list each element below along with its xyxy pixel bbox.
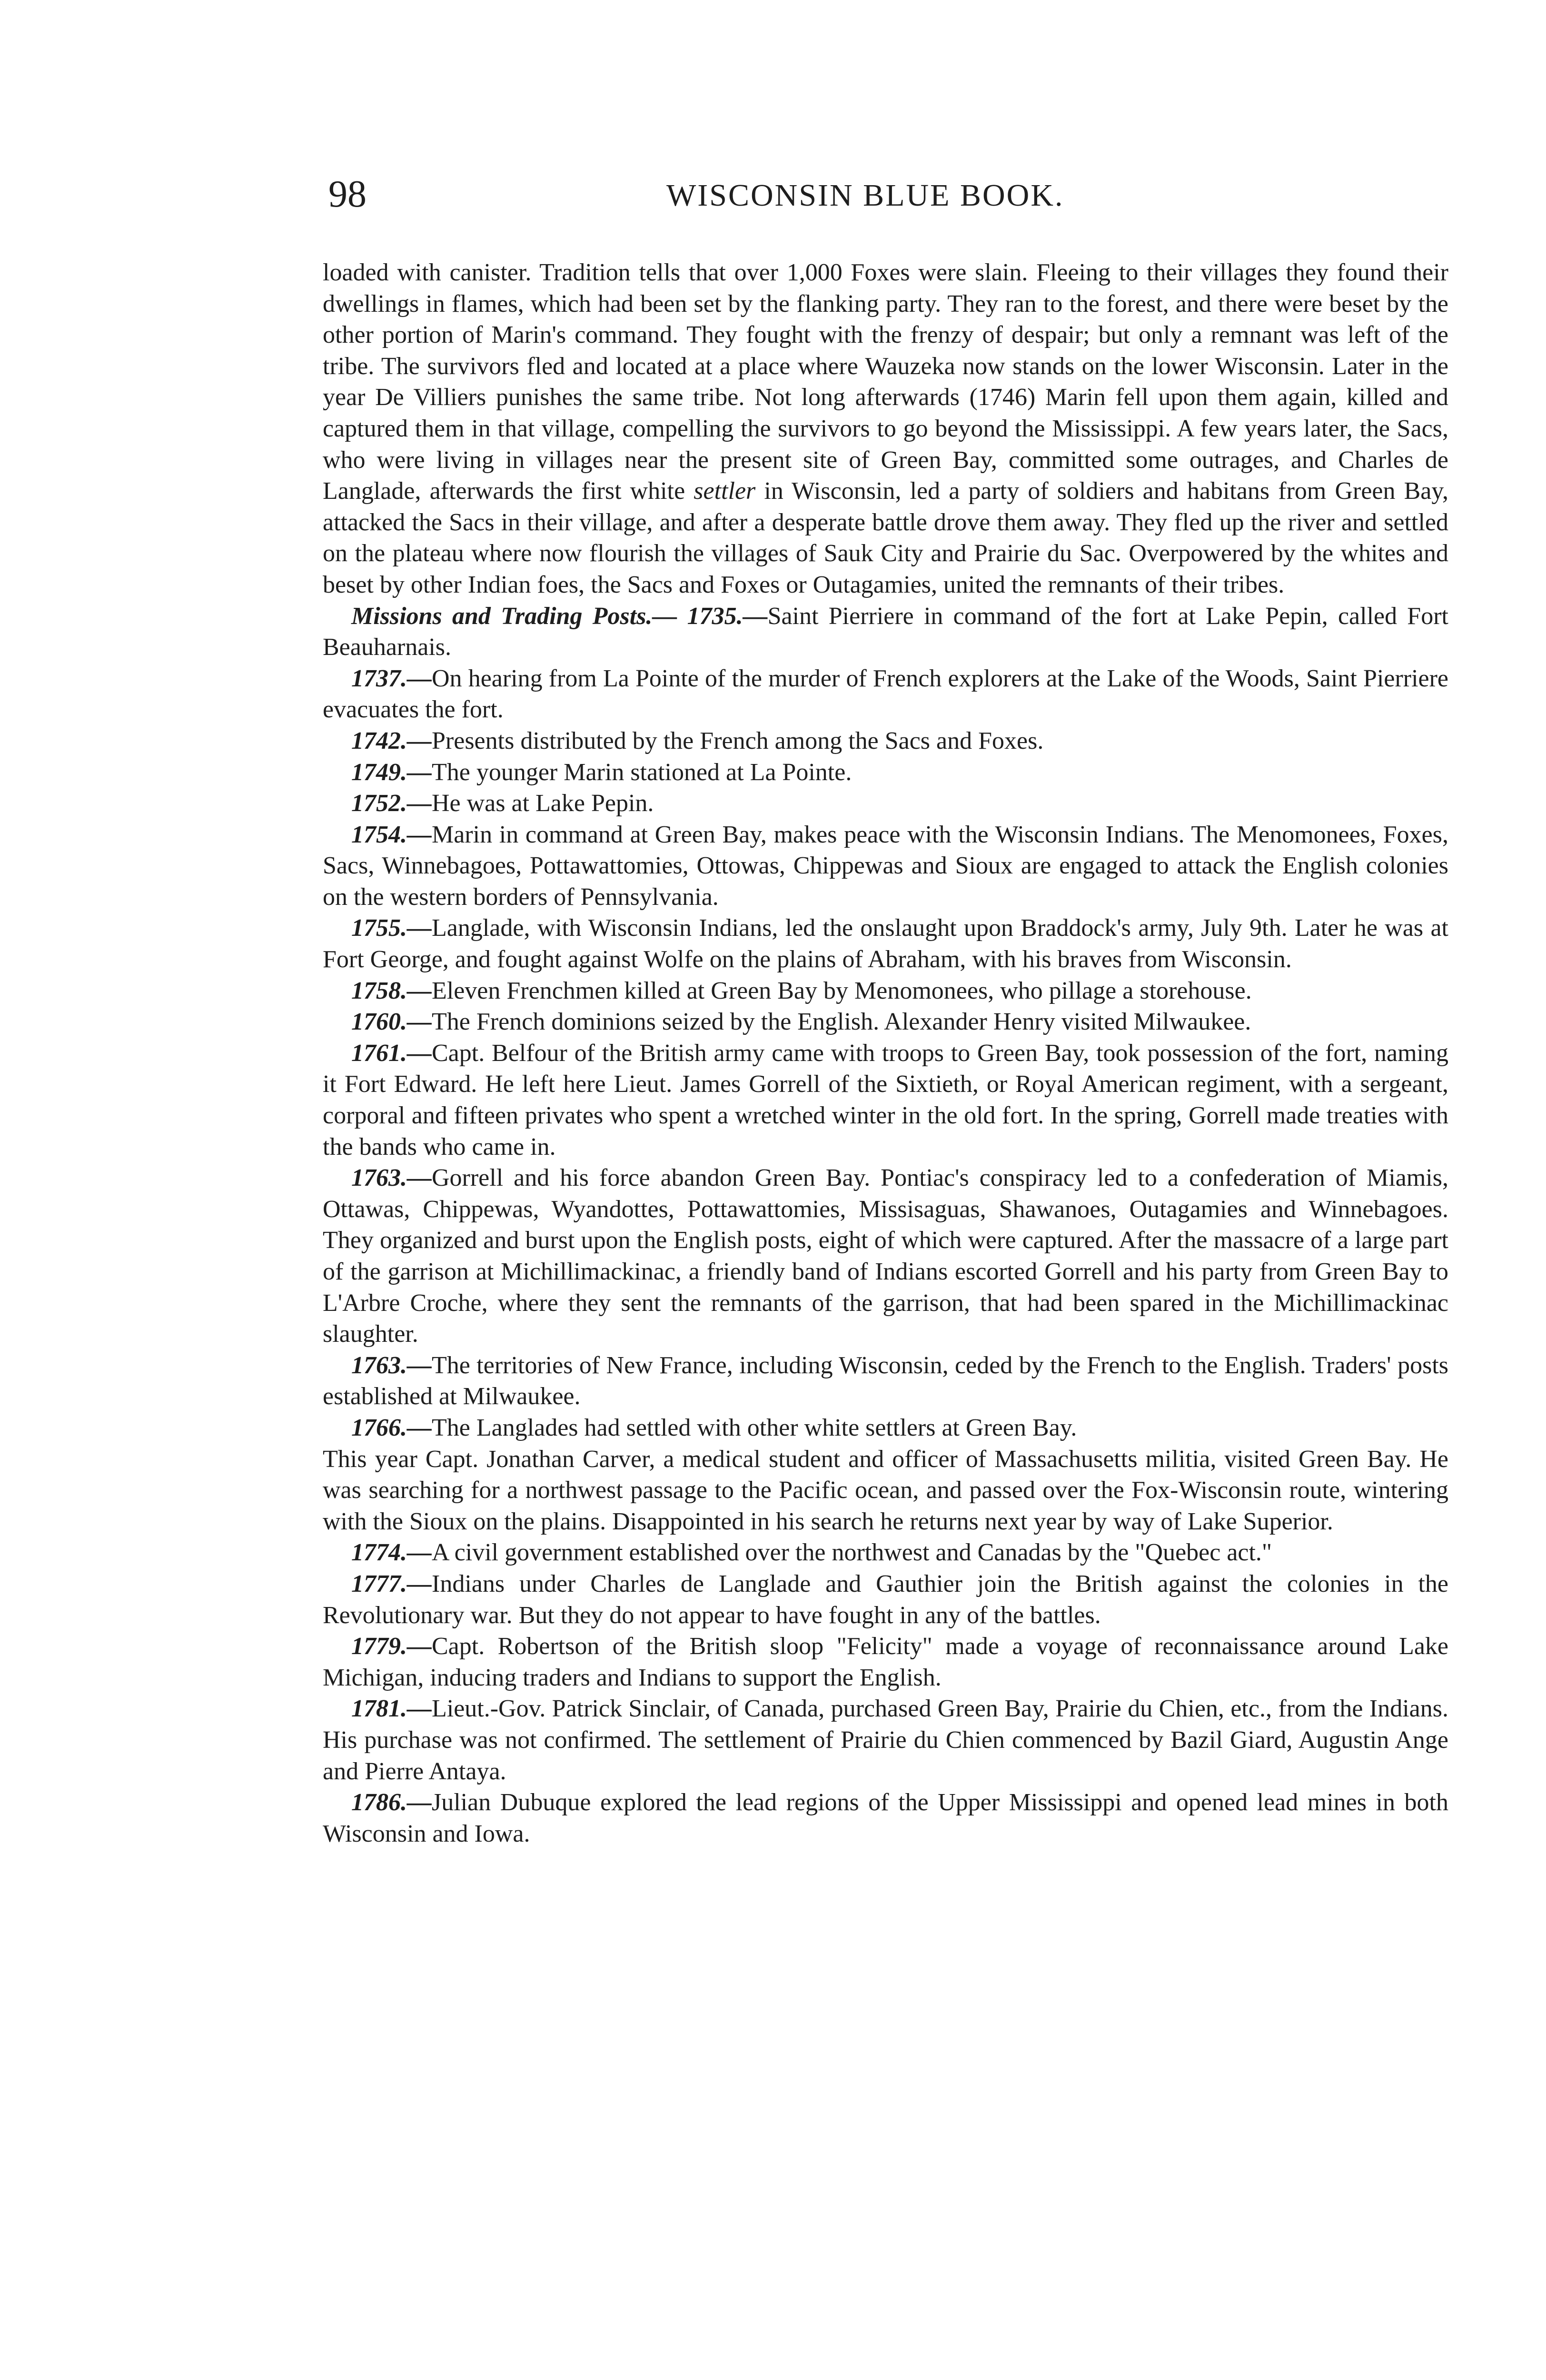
- entry-text: Capt. Robertson of the British sloop "Felicity" made a voyage of reconnaissance around Lake Michigan, inducing traders and Indians to support the English.: [323, 1633, 1448, 1691]
- page-number: 98: [328, 173, 367, 215]
- entry-date: 1749.—: [351, 758, 432, 786]
- entry-date: 1763.—: [351, 1164, 432, 1192]
- entry-date: 1752.—: [351, 790, 432, 817]
- entry-date: 1760.—: [351, 1008, 432, 1036]
- chronology-entry: [323, 912, 1448, 975]
- entry-date: 1763.—: [351, 1351, 432, 1379]
- chronology-entry: [323, 1693, 1448, 1787]
- body-text: [323, 257, 1448, 1849]
- entry-date: 1777.—: [351, 1570, 432, 1597]
- entry-date: 1766.—: [351, 1414, 432, 1441]
- chronology-entry: [323, 601, 1448, 663]
- chronology-entry: [323, 757, 1448, 788]
- entry-text: Gorrell and his force abandon Green Bay. Pontiac's conspiracy led to a confederation of Miamis, Ottawas, Chippewas, Wyandottes, Pottawattomies, Missisaguas, Shawanoes, Outagamies and Winnebagoes. They organized and burst upon the English posts, eight of which were captured. After the massacre of a large part of the garrison at Michillimackinac, a friendly band of Indians escorted Gorrell and his party from Green Bay to L'Arbre Croche, where they sent the remnants of the garrison, that had been spared in the Michillimackinac slaughter.: [323, 1164, 1448, 1348]
- entry-text: The French dominions seized by the English. Alexander Henry visited Milwaukee.: [432, 1008, 1251, 1036]
- entry-date: 1737.—: [351, 664, 432, 692]
- entry-text: The territories of New France, including Wisconsin, ceded by the French to the English. Traders' posts established at Milwaukee.: [323, 1351, 1448, 1410]
- entry-text: Julian Dubuque explored the lead regions of the Upper Mississippi and opened lead mines in both Wisconsin and Iowa.: [323, 1789, 1448, 1847]
- entry-text: He was at Lake Pepin.: [432, 790, 654, 817]
- entry-date: 1761.—: [351, 1039, 432, 1067]
- entry-text: On hearing from La Pointe of the murder of French explorers at the Lake of the Woods, Saint Pierriere evacuates the fort.: [323, 664, 1448, 724]
- entry-text: Eleven Frenchmen killed at Green Bay by Menomonees, who pillage a storehouse.: [432, 977, 1252, 1004]
- chronology-entry: [323, 1787, 1448, 1849]
- entry-text: The Langlades had settled with other white settlers at Green Bay.: [432, 1414, 1077, 1441]
- running-head: WISCONSIN BLUE BOOK.: [666, 178, 1064, 213]
- intro-emphasis: settler: [694, 477, 756, 505]
- entry-date: 1774.—: [351, 1539, 432, 1567]
- entry-date: Missions and Trading Posts.— 1735.—: [351, 602, 768, 630]
- entry-text: Indians under Charles de Langlade and Gauthier join the British against the colonies in the Revolutionary war. But they do not appear to have fought in any of the battles.: [323, 1570, 1448, 1629]
- chronology-entry: [323, 1162, 1448, 1350]
- intro-text: in Wisconsin, led a party of soldiers and habitans from Green Bay, attacked the Sacs in their village, and after a desperate battle drove them away. They fled up the river and settled on the plateau where now flourish the villages of Sauk City and Prairie du Sac. Overpowered by the whites and beset by other Indian foes, the Sacs and Foxes or Outagamies, united the remnants of their tribes.: [323, 477, 1448, 598]
- chronology-entry: [323, 819, 1448, 913]
- intro-text: loaded with canister. Tradition tells that over 1,000 Foxes were slain. Fleeing to their villages they found their dwellings in flames, which had been set by the flanking party. They ran to the forest, and there were beset by the other portion of Marin's command. They fought with the frenzy of despair; but only a remnant was left of the tribe. The survivors fled and located at a place where Wauzeka now stands on the lower Wisconsin. Later in the year De Villiers punishes the same tribe. Not long afterwards (1746) Marin fell upon them again, killed and captured them in that village, compelling the survivors to go beyond the Mississippi. A few years later, the Sacs, who were living in villages near the present site of Green Bay, committed some outrages, and Charles de Langlade, afterwards the first white: [323, 259, 1448, 505]
- entry-text: Presents distributed by the French among the Sacs and Foxes.: [432, 727, 1044, 754]
- entry-text: The younger Marin stationed at La Pointe.: [432, 758, 852, 786]
- chronology-entry: [323, 975, 1448, 1007]
- entry-text: This year Capt. Jonathan Carver, a medical student and officer of Massachusetts militia, visited Green Bay. He was searching for a northwest passage to the Pacific ocean, and passed over the Fox-Wisconsin route, wintering with the Sioux on the plains. Disappointed in his search he returns next year by way of Lake Superior.: [323, 1445, 1448, 1535]
- chronology-entry: [323, 1038, 1448, 1162]
- entry-text: Marin in command at Green Bay, makes peace with the Wisconsin Indians. The Menomonees, Foxes, Sacs, Winnebagoes, Pottawattomies, Ottowas, Chippewas and Sioux are engaged to attack the English colonies on the western borders of Pennsylvania.: [323, 821, 1448, 911]
- entry-date: 1781.—: [351, 1695, 432, 1723]
- chronology-entry: [323, 788, 1448, 819]
- entry-text: A civil government established over the northwest and Canadas by the "Quebec act.": [432, 1539, 1272, 1567]
- entry-date: 1779.—: [351, 1633, 432, 1660]
- chronology-entry: [323, 1537, 1448, 1568]
- entry-date: 1742.—: [351, 727, 432, 754]
- entry-text: Lieut.-Gov. Patrick Sinclair, of Canada, purchased Green Bay, Prairie du Chien, etc., from the Indians. His purchase was not confirmed. The settlement of Prairie du Chien commenced by Bazil Giard, Augustin Ange and Pierre Antaya.: [323, 1695, 1448, 1785]
- entry-text: Saint Pierriere in command of the fort at Lake Pepin, called Fort Beauharnais.: [323, 602, 1448, 661]
- entry-text: Langlade, with Wisconsin Indians, led the onslaught upon Braddock's army, July 9th. Later he was at Fort George, and fought against Wolfe on the plains of Abraham, with his braves from Wisconsin.: [323, 914, 1448, 973]
- chronology-entry: [323, 1444, 1448, 1537]
- chronology-entry: [323, 1568, 1448, 1631]
- entry-text: Capt. Belfour of the British army came with troops to Green Bay, took possession of the fort, naming it Fort Edward. He left here Lieut. James Gorrell of the Sixtieth, or Royal American regiment, with a sergeant, corporal and fifteen privates who spent a wretched winter in the old fort. In the spring, Gorrell made treaties with the bands who came in.: [323, 1039, 1448, 1160]
- intro-paragraph: [323, 257, 1448, 601]
- chronology-entry: [323, 1006, 1448, 1038]
- chronology-entry: [323, 1350, 1448, 1412]
- entry-date: 1758.—: [351, 977, 432, 1004]
- chronology-entry: [323, 1412, 1448, 1444]
- entry-date: 1755.—: [351, 914, 432, 942]
- chronology-entry: [323, 663, 1448, 725]
- chronology-entry: [323, 725, 1448, 757]
- entry-date: 1786.—: [351, 1789, 432, 1816]
- entry-date: 1754.—: [351, 821, 432, 848]
- chronology-entry: [323, 1631, 1448, 1693]
